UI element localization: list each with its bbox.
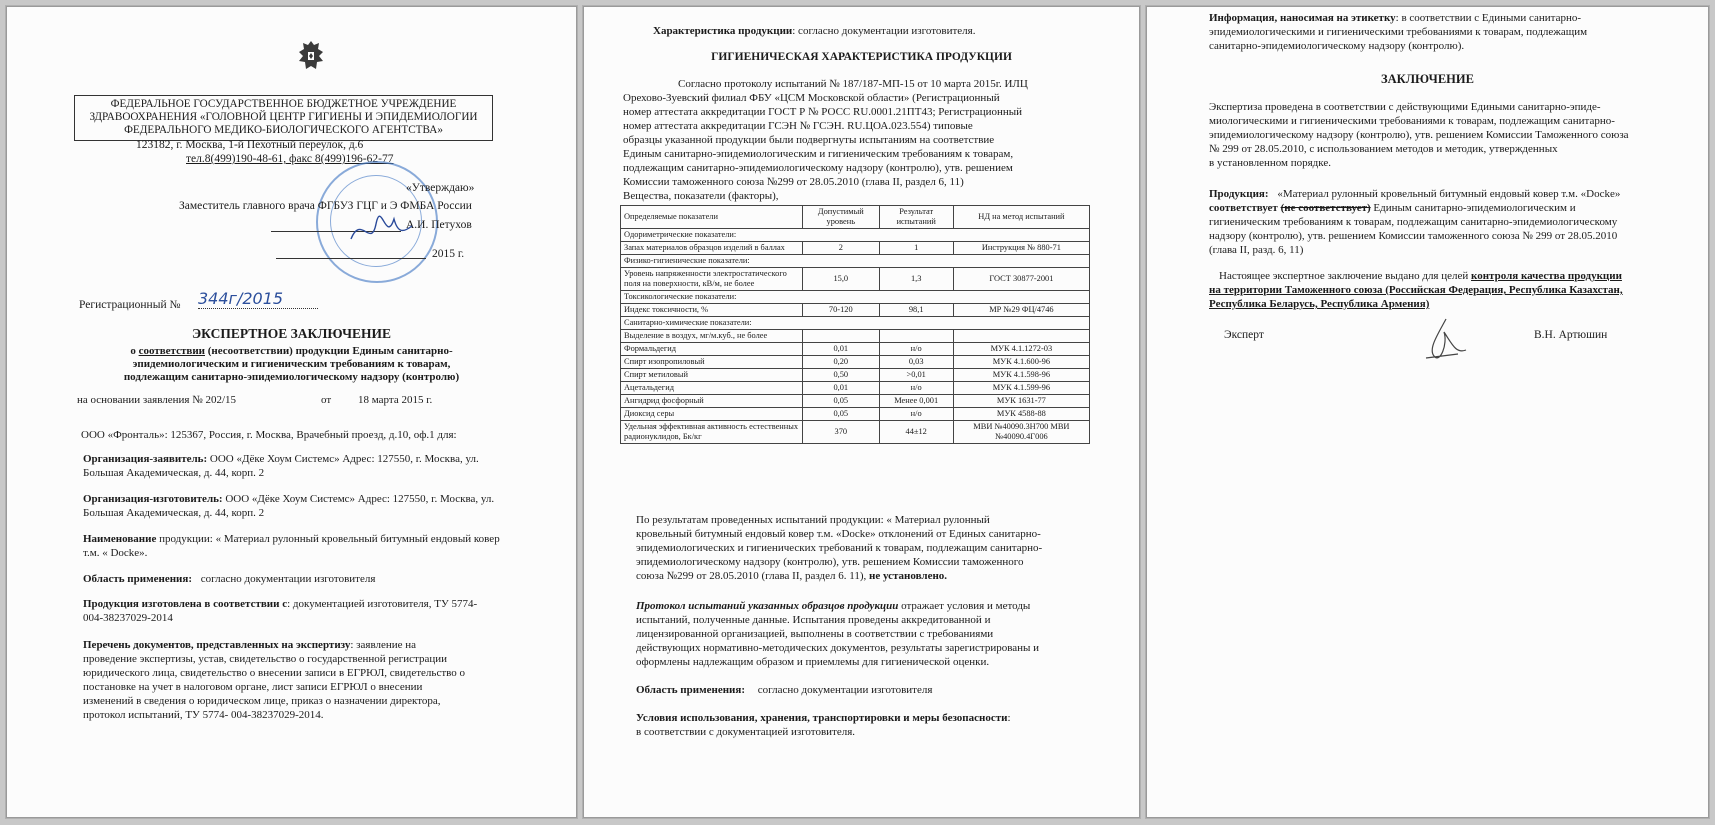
subtitle-noncompliance: (несоответствии) [207, 345, 293, 357]
table-cell-limit: 370 [803, 421, 880, 444]
subtitle-line-3: подлежащим санитарно-эпидемиологическому надзору (контролю) [123, 371, 460, 383]
issued-bold-1: контроля качества продукции [1471, 270, 1622, 282]
table-cell-method: Инструкция № 880-71 [953, 242, 1089, 255]
table-row [621, 255, 1090, 268]
table-cell-limit: 0,50 [803, 369, 880, 382]
name-label: Наименование [83, 533, 157, 545]
table-row [621, 356, 1090, 369]
result-line: союза №299 от 28.05.2010 (глава II, раздел 6. 11), [636, 570, 867, 582]
table-cell-label: Индекс токсичности, % [621, 304, 803, 317]
expertise-line: эпидемиологическому надзору (контролю), утв. решением Комиссии Таможенного союза [1209, 129, 1629, 141]
docs-line: протокол испытаний, ТУ 5774- 004-38237029-2014. [83, 709, 324, 721]
table-header-cell: НД на метод испытаний [953, 206, 1089, 229]
reg-label: Регистрационный № [79, 299, 181, 311]
product-line: Единым санитарно-эпидемиологическим и [1373, 202, 1576, 214]
org-line: ЗДРАВООХРАНЕНИЯ «ГОЛОВНОЙ ЦЕНТР ГИГИЕНЫ И ЭПИДЕМИОЛОГИИ [89, 111, 478, 123]
table-cell-method: МВИ №40090.3Н700 МВИ №40090.4Г006 [953, 421, 1089, 444]
table-cell-label: Спирт изопропиловый [621, 356, 803, 369]
org-address: 123182, г. Москва, 1-й Пехотный переулок, д.6 [136, 139, 364, 151]
approve-year: 2015 г. [432, 248, 465, 260]
conditions-colon: : [1007, 712, 1011, 724]
protocol-label: Протокол испытаний указанных образцов продукции [636, 600, 899, 612]
info-line: эпидемиологическими и гигиеническими требованиями к товарам, подлежащим [1209, 26, 1588, 38]
page-3 [1146, 6, 1709, 818]
protocol-line: оформлены надлежащим образом и приемлемы для гигиенической оценки. [636, 656, 990, 668]
conditions-label: Условия использования, хранения, транспортировки и меры безопасности [636, 712, 1008, 724]
table-cell-label: Уровень напряженности электростатического поля на поверхности, кВ/м, не более [621, 268, 803, 291]
protocol-line: действующих нормативно-методических документов, результаты зарегистрированы и [636, 642, 1040, 654]
table-header-cell: Определяемые показатели [621, 206, 803, 229]
table-cell-limit: 0,05 [803, 395, 880, 408]
organization-header [74, 95, 493, 141]
table-cell-limit: 70-120 [803, 304, 880, 317]
table-section-label: Физико-гигиенические показатели: [621, 255, 1090, 268]
table-cell-label: Удельная эффективная активность естественных радионуклидов, Бк/кг [621, 421, 803, 444]
docs-label: Перечень документов, представленных на экспертизу [83, 639, 351, 651]
issued-bold-3: Республика Беларусь, Республика Армения) [1209, 298, 1430, 310]
table-cell-limit [803, 330, 880, 343]
protocol-line: лицензированной организацией, выполнены в соответствии с требованиями [636, 628, 994, 640]
result-line: По результатам проведенных испытаний продукции: « Материал рулонный [636, 514, 990, 526]
info-line: санитарно-эпидемиологическому надзору (контролю). [1209, 40, 1465, 52]
date-line [276, 258, 426, 259]
maker-text-2: Большая Академическая, д. 44, корп. 2 [83, 507, 265, 519]
intro-line: номер аттестата аккредитации ГОСТ Р № РОСС RU.0001.21ПТ43; Регистрационный [623, 106, 1023, 118]
result-line: эпидемиологических и гигиенических требований к товарам, подлежащим санитарно- [636, 542, 1043, 554]
product-line: надзору (контролю), утв. решением Комиссии таможенного союза № 299 от 28.05.2010 [1209, 230, 1618, 242]
expert-name: В.Н. Артюшин [1534, 329, 1608, 341]
char-label: Характеристика продукции [653, 25, 793, 37]
conclusion-title: ЗАКЛЮЧЕНИЕ [1381, 72, 1474, 86]
conditions-text: в соответствии с документацией изготовителя. [636, 726, 856, 738]
expertise-line: в установленном порядке. [1209, 157, 1331, 169]
org-phone: тел.8(499)190-48-61, факс 8(499)196-62-77 [186, 153, 394, 165]
table-row [621, 408, 1090, 421]
table-header-cell: Результат испытаний [879, 206, 953, 229]
intro-line: номер аттестата аккредитации ГСЭН № ГСЭН. RU.ЦОА.023.554) типовые [623, 120, 973, 132]
org-line: ФЕДЕРАЛЬНОГО МЕДИКО-БИОЛОГИЧЕСКОГО АГЕНТСТВА» [124, 124, 443, 136]
expert-label: Эксперт [1224, 329, 1264, 341]
complies-text: соответствует [1209, 202, 1278, 214]
table-cell-method: МУК 4588-88 [953, 408, 1089, 421]
subtitle-compliance: соответствии [138, 345, 205, 357]
intro-line: образцы указанной продукции были подвергнуты испытаниям на соответствие [623, 134, 995, 146]
applicant-text-2: Большая Академическая, д. 44, корп. 2 [83, 467, 265, 479]
product-text: «Материал рулонный кровельный битумный ендовый ковер т.м. «Docke» [1277, 188, 1621, 200]
area-label-2: Область применения: [636, 684, 745, 696]
table-cell-limit: 0,05 [803, 408, 880, 421]
name-text-2: т.м. « Docke». [83, 547, 148, 559]
not-complies-text: (не соответствует) [1280, 202, 1371, 214]
table-cell-method: МУК 1631-77 [953, 395, 1089, 408]
subtitle-line-2: эпидемиологическим и гигиеническим требованиям к товарам, [132, 358, 451, 370]
table-cell-result: 0,03 [879, 356, 953, 369]
hygiene-table [620, 205, 1090, 444]
made-text: : документацией изготовителя, ТУ 5774- [287, 598, 478, 610]
table-row [621, 395, 1090, 408]
table-row [621, 229, 1090, 242]
table-cell-result: 1,3 [879, 268, 953, 291]
table-cell-method: МУК 4.1.599-96 [953, 382, 1089, 395]
table-row [621, 421, 1090, 444]
result-line: кровельный битумный ендовый ковер т.м. «Docke» отклонений от Единых санитарно- [636, 528, 1041, 540]
basis-date: 18 марта 2015 г. [358, 394, 433, 406]
subtitle-prefix: о [130, 345, 136, 357]
table-cell-label: Запах материалов образцов изделий в баллах [621, 242, 803, 255]
intro-line: Согласно протоколу испытаний № 187/187-МП-15 от 10 марта 2015г. ИЛЦ [678, 78, 1028, 90]
made-text-2: 004-38237029-2014 [83, 612, 173, 624]
maker-text: ООО «Дёке Хоум Системс» Адрес: 127550, г. Москва, ул. [225, 493, 495, 505]
expert-signature [1418, 314, 1478, 369]
subtitle-suffix: продукции Единым санитарно- [295, 345, 453, 357]
area-label: Область применения: [83, 573, 192, 585]
table-cell-method: МУК 4.1.598-96 [953, 369, 1089, 382]
docs-line: изменений в сведения о юридическом лице, приказ о назначении директора, [83, 695, 441, 707]
table-row [621, 304, 1090, 317]
expertise-line: № 299 от 28.05.2010, с использованием методов и методик, утвержденных [1209, 143, 1558, 155]
intro-line: Вещества, показатели (факторы), [623, 190, 779, 202]
result-tail: не установлено. [868, 570, 948, 582]
page-2 [583, 6, 1140, 818]
table-cell-result: н/о [879, 408, 953, 421]
table-row [621, 317, 1090, 330]
table-row [621, 382, 1090, 395]
expertise-line: Экспертиза проведена в соответствии с действующими Едиными санитарно-эпиде- [1209, 101, 1601, 113]
table-header-row [621, 206, 1090, 229]
signer-name: А.И. Петухов [406, 219, 472, 231]
issued-text: Настоящее экспертное заключение выдано для целей [1219, 270, 1469, 282]
product-line: (глава II, разд. 6, 11) [1209, 244, 1304, 256]
name-text: продукции: « Материал рулонный кровельный битумный ендовый ковер [159, 533, 500, 545]
table-cell-limit: 0,01 [803, 343, 880, 356]
expertise-line: миологическими и гигиеническими требованиями к товарам, подлежащим санитарно- [1209, 115, 1615, 127]
docs-line: : заявление на [350, 639, 417, 651]
issued-bold-2: на территории Таможенного союза (Российская Федерация, Республика Казахстан, [1209, 284, 1623, 296]
intro-line: подлежащим санитарно-эпидемиологическому надзору (контролю), утв. решением [623, 162, 1013, 174]
table-cell-label: Формальдегид [621, 343, 803, 356]
docs-line: юридического лица, свидетельство о внесении записи в ЕГРЮЛ, свидетельство о [83, 667, 465, 679]
table-cell-method: МР №29 ФЦ/4746 [953, 304, 1089, 317]
table-row [621, 343, 1090, 356]
table-cell-result: н/о [879, 343, 953, 356]
table-row [621, 369, 1090, 382]
table-cell-result: Менее 0,001 [879, 395, 953, 408]
area-text: согласно документации изготовителя [200, 573, 376, 585]
table-cell-label: Выделение в воздух, мг/м.куб., не более [621, 330, 803, 343]
protocol-line: испытаний, полученные данные. Испытания проведены аккредитованной и [636, 614, 991, 626]
reg-number: 344г/2015 [198, 289, 318, 309]
table-row [621, 268, 1090, 291]
intro-line: Комиссии таможенного союза №299 от 28.05.2010 (глава II, раздел 6, 11) [623, 176, 964, 188]
approve-label: «Утверждаю» [406, 182, 475, 194]
made-label: Продукция изготовлена в соответствии с [83, 598, 288, 610]
table-cell-method: МУК 4.1.1272-03 [953, 343, 1089, 356]
deputy-title: Заместитель главного врача ФГБУЗ ГЦГ и Э ФМБА России [179, 200, 472, 212]
table-section-label: Одориметрические показатели: [621, 229, 1090, 242]
table-cell-result: н/о [879, 382, 953, 395]
info-label: Информация, наносимая на этикетку [1209, 12, 1396, 24]
coat-of-arms-icon [296, 39, 326, 75]
docs-line: проведение экспертизы, устав, свидетельство о государственной регистрации [83, 653, 448, 665]
frontal-line: ООО «Фронталь»: 125367, Россия, г. Москва, Врачебный проезд, д.10, оф.1 для: [81, 429, 457, 441]
table-cell-result: 1 [879, 242, 953, 255]
table-cell-method: МУК 4.1.600-96 [953, 356, 1089, 369]
char-text: : согласно документации изготовителя. [792, 25, 976, 37]
intro-line: Орехово-Зуевский филиал ФБУ «ЦСМ Московской области» (Регистрационный [623, 92, 1000, 104]
table-cell-result: >0,01 [879, 369, 953, 382]
table-cell-label: Диоксид серы [621, 408, 803, 421]
table-row [621, 242, 1090, 255]
basis-from: от [321, 394, 332, 406]
handwritten-signature [346, 204, 416, 254]
applicant-text: ООО «Дёке Хоум Системс» Адрес: 127550, г. Москва, ул. [209, 453, 479, 465]
org-line: ФЕДЕРАЛЬНОЕ ГОСУДАРСТВЕННОЕ БЮДЖЕТНОЕ УЧРЕЖДЕНИЕ [110, 98, 457, 110]
table-header-cell: Допустимый уровень [803, 206, 880, 229]
table-cell-limit: 15,0 [803, 268, 880, 291]
table-cell-label: Спирт метиловый [621, 369, 803, 382]
table-cell-limit: 2 [803, 242, 880, 255]
table-cell-result: 98,1 [879, 304, 953, 317]
applicant-label: Организация-заявитель: [83, 453, 208, 465]
intro-line: Единым санитарно-эпидемиологическим и гигиеническим требованиям к товарам, [623, 148, 1014, 160]
table-cell-result [879, 330, 953, 343]
area-text-2: согласно документации изготовителя [757, 684, 933, 696]
doc-title: ЭКСПЕРТНОЕ ЗАКЛЮЧЕНИЕ [192, 326, 391, 341]
maker-label: Организация-изготовитель: [83, 493, 223, 505]
table-cell-method: ГОСТ 30877-2001 [953, 268, 1089, 291]
page-1 [6, 6, 577, 818]
product-line: гигиеническим требованиям к товарам, подлежащим санитарно-эпидемиологическому [1209, 216, 1618, 228]
docs-line: постановке на учет в налоговом органе, лист записи ЕГРЮЛ о внесении [83, 681, 423, 693]
table-row [621, 291, 1090, 304]
basis-label: на основании заявления № 202/15 [77, 394, 236, 406]
table-cell-result: 44±12 [879, 421, 953, 444]
table-cell-method [953, 330, 1089, 343]
table-section-label: Санитарно-химические показатели: [621, 317, 1090, 330]
hygiene-title: ГИГИЕНИЧЕСКАЯ ХАРАКТЕРИСТИКА ПРОДУКЦИИ [711, 51, 1012, 63]
table-cell-label: Ангидрид фосфорный [621, 395, 803, 408]
product-label: Продукция: [1209, 188, 1269, 200]
table-section-label: Токсикологические показатели: [621, 291, 1090, 304]
table-cell-label: Ацетальдегид [621, 382, 803, 395]
result-line: эпидемиологическому надзору (контролю), утв. решением Комиссии таможенного [636, 556, 1024, 568]
table-cell-limit: 0,01 [803, 382, 880, 395]
table-row [621, 330, 1090, 343]
info-text: : в соответствии с Едиными санитарно- [1395, 12, 1582, 24]
protocol-line: отражает условия и методы [898, 600, 1031, 612]
table-cell-limit: 0,20 [803, 356, 880, 369]
